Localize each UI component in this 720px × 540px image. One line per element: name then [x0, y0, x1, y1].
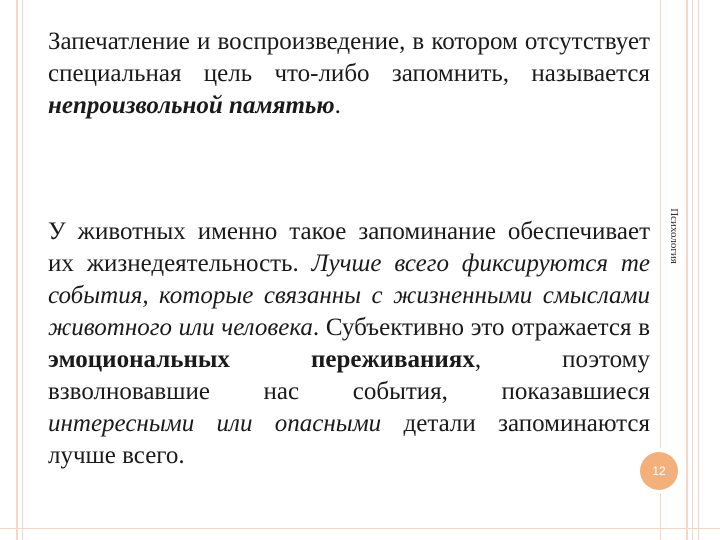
- definition-text: Запечатление и воспроизведение, в котором отсутствует специальная цель что-либо запомнить, называется: [48, 28, 650, 87]
- frame-line-left-inner: [22, 0, 23, 540]
- definition-end: .: [334, 92, 341, 119]
- explanation-seg3: . Субъективно это отражается в: [312, 314, 650, 341]
- frame-line-left-outer: [16, 0, 18, 540]
- explanation-seg5: , поэтому взволновавшие нас события, показавшиеся: [48, 346, 650, 405]
- explanation-paragraph: [48, 216, 650, 472]
- definition-term: непроизвольной памятью: [48, 92, 335, 119]
- explanation-seg4: эмоциональных переживаниях: [48, 346, 475, 373]
- frame-line-right-4: [698, 0, 699, 540]
- frame-line-bottom: [0, 528, 720, 529]
- explanation-seg1: У животных именно такое запоминание обеспечивает их жизнедеятельность.: [48, 218, 650, 277]
- definition-paragraph: [48, 26, 650, 122]
- page-number-badge: 12: [640, 452, 678, 490]
- frame-line-right-3: [692, 0, 693, 540]
- explanation-seg2: Лучше всего фиксируются те события, которые связанны с жизненными смыслами животного или человека: [48, 250, 650, 341]
- explanation-seg7: детали запоминаются лучше всего.: [48, 410, 650, 469]
- explanation-seg6: интересными или опасными: [48, 410, 382, 437]
- side-subject-label: Психология: [668, 208, 680, 264]
- frame-line-right-2: [686, 0, 688, 540]
